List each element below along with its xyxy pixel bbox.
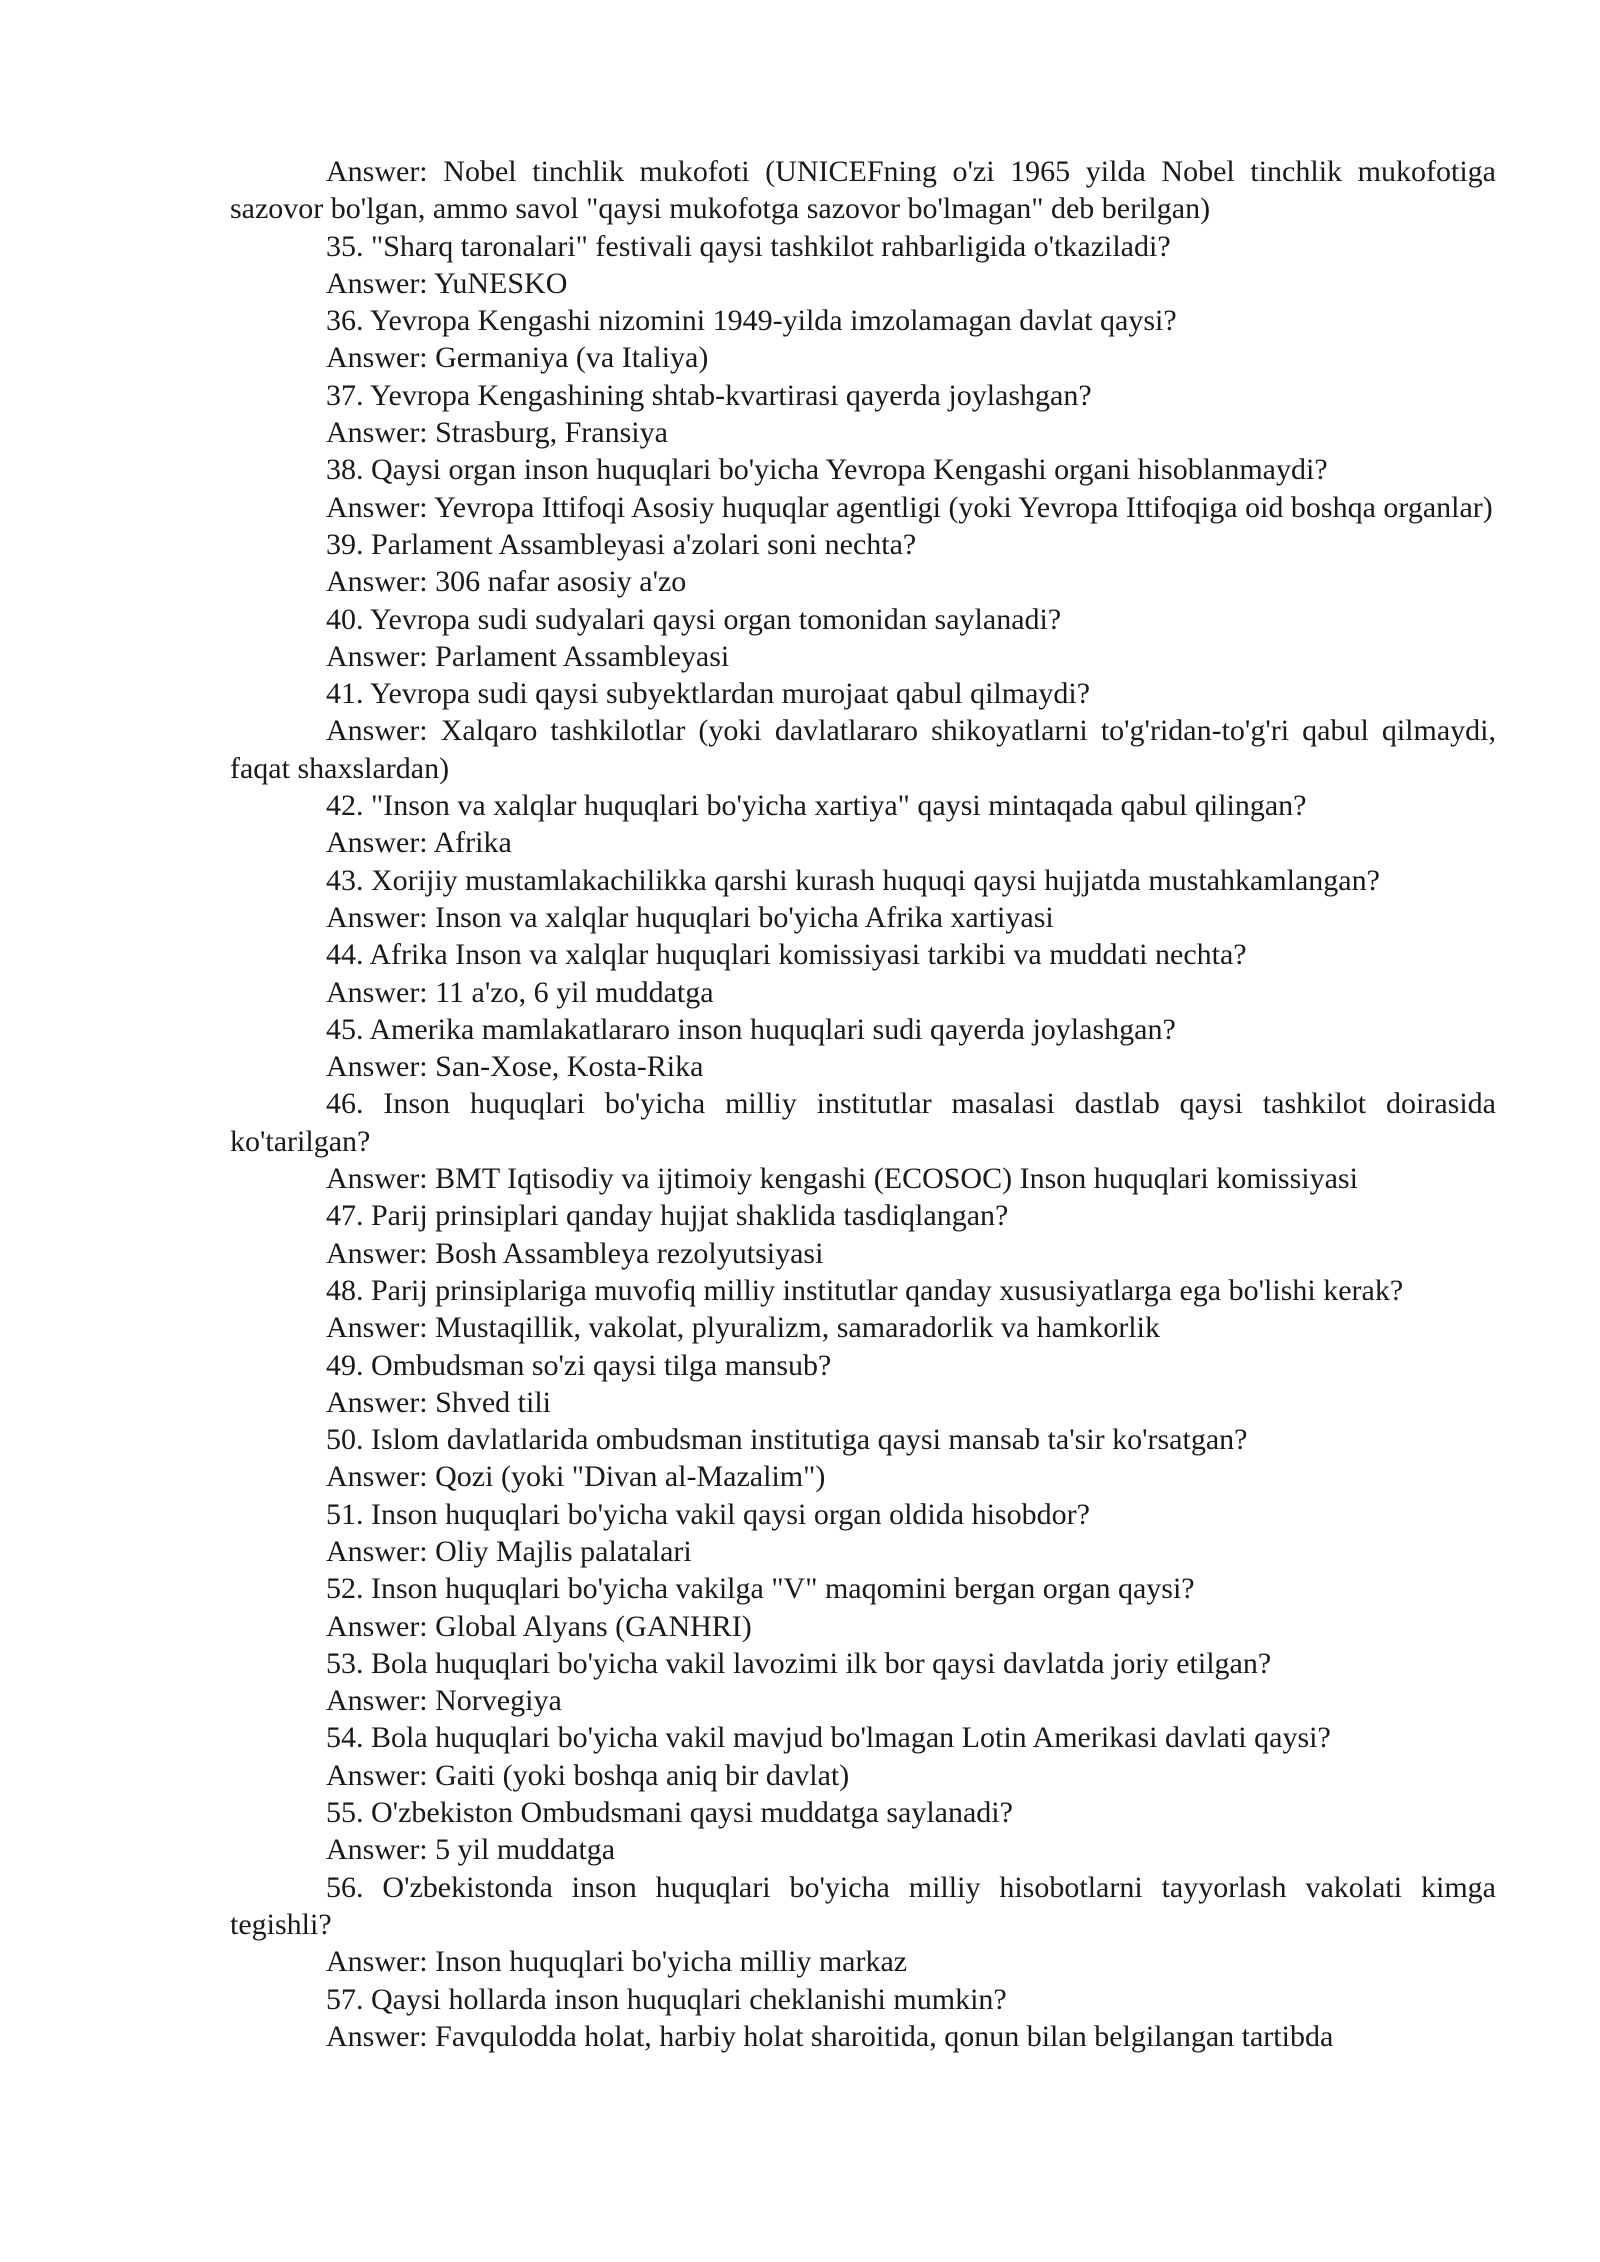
- answer-line: Answer: Bosh Assambleya rezolyutsiyasi: [326, 1236, 824, 1270]
- answer-line: Answer: Mustaqillik, vakolat, plyuralizm, samaradorlik va hamkorlik: [326, 1311, 1160, 1345]
- question-line: 57. Qaysi hollarda inson huquqlari cheklanishi mumkin?: [326, 1982, 1007, 2016]
- question-line: 55. O'zbekiston Ombudsmani qaysi muddatga saylanadi?: [326, 1796, 1013, 1830]
- question-line: 51. Inson huquqlari bo'yicha vakil qaysi organ oldida hisobdor?: [326, 1497, 1090, 1531]
- answer-line: Answer: Parlament Assambleyasi: [326, 639, 730, 673]
- answer-line: Answer: Xalqaro tashkilotlar (yoki davlatlararo shikoyatlarni to'g'ridan-to'g'ri qabul qilmaydi, faqat shaxslardan): [230, 714, 1496, 785]
- question-line: 56. O'zbekistonda inson huquqlari bo'yicha milliy hisobotlarni tayyorlash vakolati kimga tegishli?: [230, 1870, 1496, 1941]
- question-line: 39. Parlament Assambleyasi a'zolari soni nechta?: [326, 527, 917, 561]
- answer-line: Answer: Shved tili: [326, 1385, 551, 1419]
- answer-line: Answer: Nobel tinchlik mukofoti (UNICEFning o'zi 1965 yilda Nobel tinchlik mukofotiga sazovor bo'lgan, ammo savol "qaysi mukofotga sazovor bo'lmagan" deb berilgan): [230, 155, 1496, 226]
- question-line: 41. Yevropa sudi qaysi subyektlardan murojaat qabul qilmaydi?: [326, 677, 1091, 711]
- answer-line: Answer: 306 nafar asosiy a'zo: [326, 565, 687, 599]
- question-line: 42. "Inson va xalqlar huquqlari bo'yicha xartiya" qaysi mintaqada qabul qilingan?: [326, 789, 1307, 823]
- question-line: 46. Inson huquqlari bo'yicha milliy institutlar masalasi dastlab qaysi tashkilot doirasida ko'tarilgan?: [230, 1087, 1496, 1158]
- question-line: 49. Ombudsman so'zi qaysi tilga mansub?: [326, 1348, 832, 1382]
- question-line: 40. Yevropa sudi sudyalari qaysi organ tomonidan saylanadi?: [326, 602, 1062, 636]
- question-line: 45. Amerika mamlakatlararo inson huquqlari sudi qayerda joylashgan?: [326, 1012, 1176, 1046]
- answer-line: Answer: Favqulodda holat, harbiy holat sharoitida, qonun bilan belgilangan tartibda: [326, 2019, 1334, 2053]
- question-line: 36. Yevropa Kengashi nizomini 1949-yilda imzolamagan davlat qaysi?: [326, 304, 1177, 338]
- answer-line: Answer: 5 yil muddatga: [326, 1833, 616, 1867]
- answer-line: Answer: Inson va xalqlar huquqlari bo'yicha Afrika xartiyasi: [326, 900, 1054, 934]
- question-line: 50. Islom davlatlarida ombudsman institutiga qaysi mansab ta'sir ko'rsatgan?: [326, 1423, 1248, 1457]
- answer-line: Answer: Yevropa Ittifoqi Asosiy huquqlar agentligi (yoki Yevropa Ittifoqiga oid boshqa organlar): [326, 490, 1493, 524]
- question-line: 43. Xorijiy mustamlakachilikka qarshi kurash huquqi qaysi hujjatda mustahkamlangan?: [326, 863, 1380, 897]
- question-line: 37. Yevropa Kengashining shtab-kvartirasi qayerda joylashgan?: [326, 378, 1092, 412]
- question-line: 52. Inson huquqlari bo'yicha vakilga "V" maqomini bergan organ qaysi?: [326, 1572, 1195, 1606]
- document-body: [230, 153, 1496, 2055]
- answer-line: Answer: Global Alyans (GANHRI): [326, 1609, 752, 1643]
- answer-line: Answer: Afrika: [326, 826, 512, 860]
- question-line: 48. Parij prinsiplariga muvofiq milliy institutlar qanday xususiyatlarga ega bo'lishi kerak?: [326, 1273, 1404, 1307]
- answer-line: Answer: Gaiti (yoki boshqa aniq bir davlat): [326, 1758, 850, 1792]
- answer-line: Answer: BMT Iqtisodiy va ijtimoiy kengashi (ECOSOC) Inson huquqlari komissiyasi: [326, 1162, 1358, 1196]
- answer-line: Answer: 11 a'zo, 6 yil muddatga: [326, 975, 714, 1009]
- question-line: 54. Bola huquqlari bo'yicha vakil mavjud bo'lmagan Lotin Amerikasi davlati qaysi?: [326, 1721, 1331, 1755]
- answer-line: Answer: Norvegiya: [326, 1684, 562, 1718]
- answer-line: Answer: Qozi (yoki "Divan al-Mazalim"): [326, 1460, 826, 1494]
- answer-line: Answer: Germaniya (va Italiya): [326, 341, 709, 375]
- question-line: 53. Bola huquqlari bo'yicha vakil lavozimi ilk bor qaysi davlatda joriy etilgan?: [326, 1646, 1272, 1680]
- question-line: 35. "Sharq taronalari" festivali qaysi tashkilot rahbarligida o'tkaziladi?: [326, 229, 1171, 263]
- answer-line: Answer: Strasburg, Fransiya: [326, 416, 668, 450]
- question-line: 44. Afrika Inson va xalqlar huquqlari komissiyasi tarkibi va muddati nechta?: [326, 938, 1247, 972]
- question-line: 47. Parij prinsiplari qanday hujjat shaklida tasdiqlangan?: [326, 1199, 1009, 1233]
- answer-line: Answer: Oliy Majlis palatalari: [326, 1534, 692, 1568]
- answer-line: Answer: Inson huquqlari bo'yicha milliy markaz: [326, 1945, 908, 1979]
- answer-line: Answer: YuNESKO: [326, 266, 568, 300]
- question-line: 38. Qaysi organ inson huquqlari bo'yicha Yevropa Kengashi organi hisoblanmaydi?: [326, 453, 1328, 487]
- answer-line: Answer: San-Xose, Kosta-Rika: [326, 1050, 704, 1084]
